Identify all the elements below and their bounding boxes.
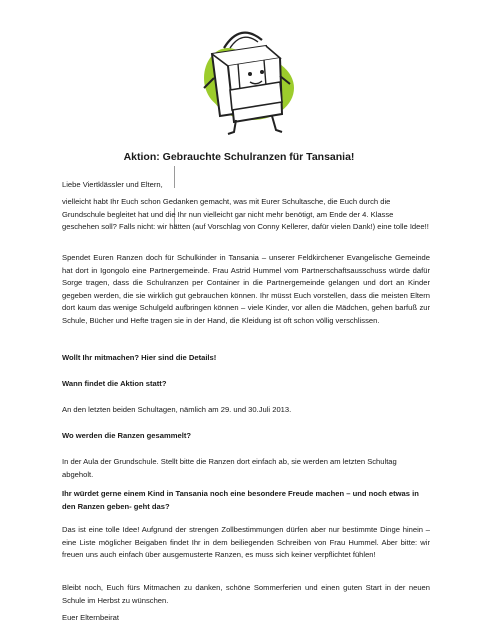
answer-wann: An den letzten beiden Schultagen, nämlich am 29. und 30.Juli 2013. <box>62 405 292 414</box>
answer-wo: In der Aula der Grundschule. Stellt bitte die Ranzen dort einfach ab, sie werden am letzten Schultag abgeholt. <box>62 457 397 479</box>
paragraph-spende: Spendet Euren Ranzen doch für Schulkinder in Tansania – unserer Feldkirchener Evangelische Gemeinde hat dort in Igongolo eine Partnergemeinde. Frau Astrid Hummel vom Partnerschaftsausschuss würde dafür Sorge tragen, dass die Schulranzen per Container in die Partnergemeinde gelangen und dort an Kinder gegeben werden, die sie wirklich gut gebrauchen können. Ihr müsst Euch vorstellen, dass die meisten Eltern dort kaum das wenige Schulgeld aufbringen können – viele Kinder, vor allen die Mädchen, gehen barfuß zur Schule, Bücher und Hefte tragen sie in der Hand, die Kleidung ist oft schon völlig verschlissen. <box>62 253 430 325</box>
heading-mitmachen: Wollt Ihr mitmachen? Hier sind die Details! <box>62 353 217 362</box>
school-backpack-icon <box>188 18 298 140</box>
greeting: Liebe Viertklässler und Eltern, <box>62 180 163 189</box>
answer-freude: Das ist eine tolle Idee! Aufgrund der strengen Zollbestimmungen dürfen aber nur bestimmte Dinge hinein – eine Liste möglicher Beigaben findet Ihr in dem beiliegenden Schreiben von Frau Hummel. Aber bitte: wir freuen uns auch einfach über ausgemusterte Ranzen, es muss sich keiner verpflichtet fühlen! <box>62 525 430 560</box>
paragraph-closing: Bleibt noch, Euch fürs Mitmachen zu danken, schöne Sommerferien und einen guten Start in der neuen Schule im Herbst zu wünschen. <box>62 583 430 605</box>
heading-wann: Wann findet die Aktion statt? <box>62 379 167 388</box>
signature: Euer Elternbeirat <box>62 613 119 622</box>
scan-separator-line <box>174 166 175 188</box>
heading-freude: Ihr würdet gerne einem Kind in Tansania noch eine besondere Freude machen – und noch etwas in den Ranzen geben- geht das? <box>62 489 419 511</box>
paragraph-intro: vielleicht habt Ihr Euch schon Gedanken gemacht, was mit Eurer Schultasche, die Euch durch die Grundschule begleitet hat und die Ihr nun vielleicht gar nicht mehr benötigt, am Ende der 4. Klasse geschehen soll? Falls nicht: wir hätten (auf Vorschlag von Conny Kellerer, dafür vielen Dank!) eine tolle Idee!! <box>62 197 429 232</box>
page-title: Aktion: Gebrauchte Schulranzen für Tansania! <box>123 151 355 163</box>
heading-wo: Wo werden die Ranzen gesammelt? <box>62 431 191 440</box>
